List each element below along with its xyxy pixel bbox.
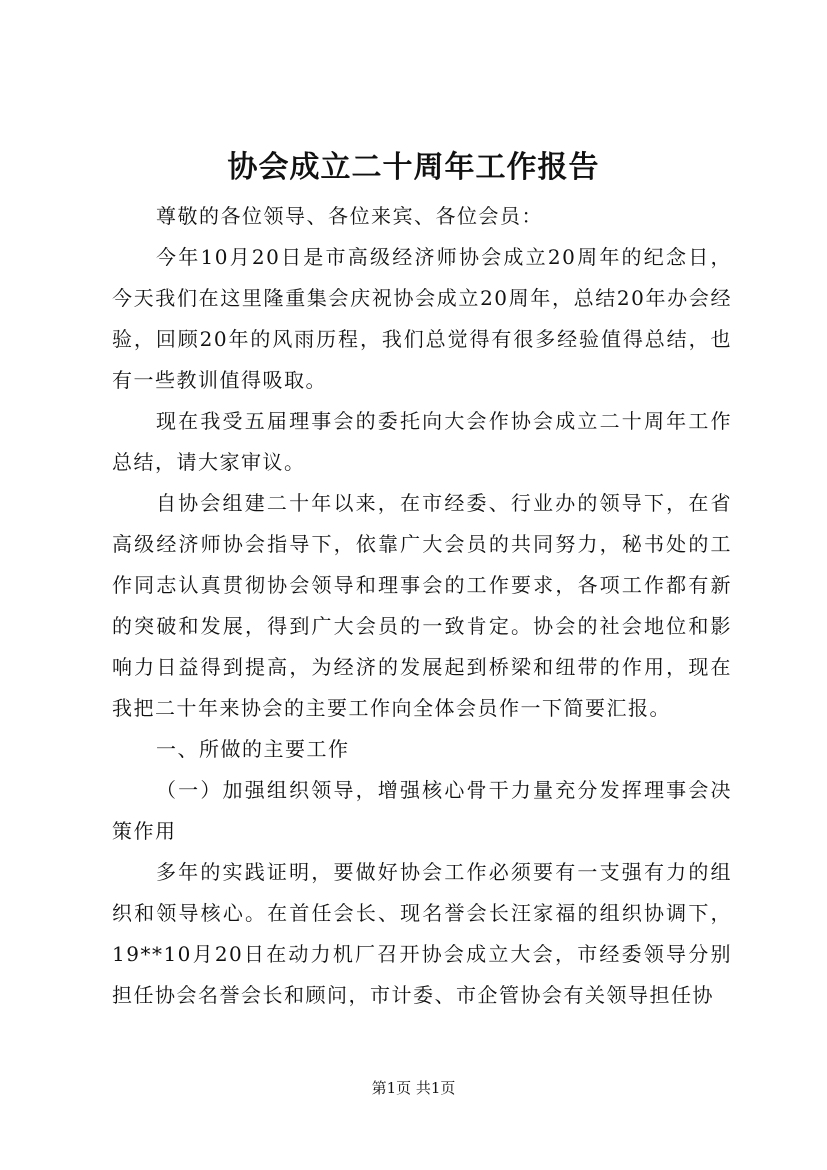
paragraph-practice: 多年的实践证明，要做好协会工作必须要有一支强有力的组织和领导核心。在首任会长、现名誉会长汪家福的组织协调下，19**10月20日在动力机厂召开协会成立大会，市经委领导分别担任协会名誉会长和顾问，市计委、市企管协会有关领导担任协 — [112, 860, 732, 1007]
paragraph-intro: 今年10月20日是市高级经济师协会成立20周年的纪念日，今天我们在这里隆重集会庆祝协会成立20周年，总结20年办会经验，回顾20年的风雨历程，我们总觉得有很多经验值得总结，也有一些教训值得吸取。 — [112, 245, 732, 392]
document-body — [112, 196, 732, 1016]
paragraph-salutation: 尊敬的各位领导、各位来宾、各位会员： — [156, 204, 543, 228]
paragraph-overview: 自协会组建二十年以来，在市经委、行业办的领导下，在省高级经济师协会指导下，依靠广大会员的共同努力，秘书处的工作同志认真贯彻协会领导和理事会的工作要求，各项工作都有新的突破和发展，得到广大会员的一致肯定。协会的社会地位和影响力日益得到提高，为经济的发展起到桥梁和纽带的作用，现在我把二十年来协会的主要工作向全体会员作一下简要汇报。 — [112, 491, 732, 720]
document-title: 协会成立二十周年工作报告 — [227, 150, 600, 185]
section-heading: 一、所做的主要工作 — [156, 737, 350, 761]
paragraph-commission: 现在我受五届理事会的委托向大会作协会成立二十周年工作总结，请大家审议。 — [112, 409, 732, 474]
page-footer: 第1页 共1页 — [371, 1079, 456, 1097]
subsection-heading: （一）加强组织领导，增强核心骨干力量充分发挥理事会决策作用 — [112, 778, 732, 843]
